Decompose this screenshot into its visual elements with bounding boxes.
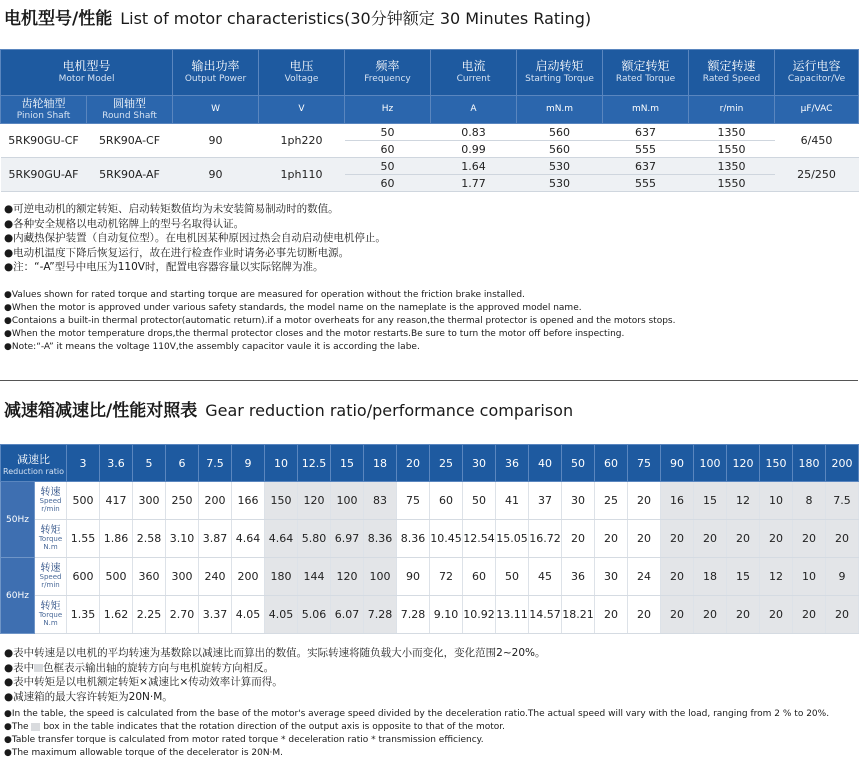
section2-title-cn: 减速箱减速比/性能对照表 bbox=[4, 401, 198, 421]
torque-value-50hz: 8.36 bbox=[364, 520, 397, 558]
header-rated-speed: 额定转速 Rated Speed bbox=[689, 50, 775, 96]
ratio-header-cell: 40 bbox=[529, 445, 562, 482]
section1-title-en: List of motor characteristics(30分钟额定 30 Minutes Rating) bbox=[120, 9, 592, 28]
speed-value-50hz: 83 bbox=[364, 482, 397, 520]
starting-torque: 530 bbox=[517, 175, 603, 192]
frequency: 50 bbox=[345, 124, 431, 141]
torque-value-50hz: 20 bbox=[793, 520, 826, 558]
speed-value-50hz: 300 bbox=[133, 482, 166, 520]
pinion-model: 5RK90GU-CF bbox=[1, 124, 87, 158]
section2-title-en: Gear reduction ratio/performance comparison bbox=[205, 401, 574, 420]
note-line: ●内藏热保护装置（自动复位型）。在电机因某种原因过热会自动启动使电机停止。 bbox=[4, 232, 386, 244]
speed-value-50hz: 37 bbox=[529, 482, 562, 520]
torque-value-50hz: 5.80 bbox=[298, 520, 331, 558]
note-line: ●可逆电动机的额定转矩、启动转矩数值均为未安装简易制动时的数值。 bbox=[4, 203, 339, 215]
ratio-header-cell: 10 bbox=[265, 445, 298, 482]
speed-value-60hz: 60 bbox=[463, 558, 496, 596]
torque-value-50hz: 16.72 bbox=[529, 520, 562, 558]
speed-label: 转速 Speed r/min bbox=[35, 482, 67, 520]
speed-value-60hz: 15 bbox=[727, 558, 760, 596]
torque-value-50hz: 20 bbox=[727, 520, 760, 558]
torque-value-50hz: 12.54 bbox=[463, 520, 496, 558]
header-frequency: 频率 Frequency bbox=[345, 50, 431, 96]
speed-value-50hz: 250 bbox=[166, 482, 199, 520]
table-row bbox=[1, 124, 859, 141]
subheader-round-shaft: 圆轴型 Round Shaft bbox=[87, 96, 173, 124]
speed-value-60hz: 120 bbox=[331, 558, 364, 596]
ratio-header-cell: 6 bbox=[166, 445, 199, 482]
note-line: ●When the motor temperature drops,the thermal protector closes and the motor restarts.Be sure to turn the motor off before inspecting. bbox=[4, 329, 625, 339]
torque-value-50hz: 1.86 bbox=[100, 520, 133, 558]
unit-current: A bbox=[431, 96, 517, 124]
torque-value-50hz: 20 bbox=[760, 520, 793, 558]
speed-value-60hz: 10 bbox=[793, 558, 826, 596]
speed-value-50hz: 150 bbox=[265, 482, 298, 520]
speed-value-50hz: 41 bbox=[496, 482, 529, 520]
unit-voltage: V bbox=[259, 96, 345, 124]
notes-gear-en bbox=[4, 708, 829, 760]
section2-title bbox=[4, 396, 573, 422]
torque-value-60hz: 20 bbox=[760, 596, 793, 634]
speed-value-50hz: 16 bbox=[661, 482, 694, 520]
ratio-header-cell: 12.5 bbox=[298, 445, 331, 482]
grey-box-swatch bbox=[34, 664, 43, 672]
voltage: 1ph110 bbox=[259, 158, 345, 192]
table-row bbox=[1, 482, 859, 520]
torque-value-50hz: 8.36 bbox=[397, 520, 430, 558]
torque-value-60hz: 14.57 bbox=[529, 596, 562, 634]
torque-value-50hz: 3.87 bbox=[199, 520, 232, 558]
frequency: 60 bbox=[345, 141, 431, 158]
speed-value-60hz: 240 bbox=[199, 558, 232, 596]
torque-value-60hz: 6.07 bbox=[331, 596, 364, 634]
speed-value-60hz: 144 bbox=[298, 558, 331, 596]
speed-value-60hz: 500 bbox=[100, 558, 133, 596]
ratio-header-cell: 25 bbox=[430, 445, 463, 482]
torque-value-60hz: 2.25 bbox=[133, 596, 166, 634]
torque-value-60hz: 20 bbox=[826, 596, 859, 634]
pinion-model: 5RK90GU-AF bbox=[1, 158, 87, 192]
note-line: ●Values shown for rated torque and starting torque are measured for operation without the friction brake installed. bbox=[4, 290, 525, 300]
note-line: ●Table transfer torque is calculated from motor rated torque * deceleration ratio * transmission efficiency. bbox=[4, 735, 484, 745]
torque-value-60hz: 7.28 bbox=[397, 596, 430, 634]
torque-value-60hz: 4.05 bbox=[232, 596, 265, 634]
hz-60-label: 60Hz bbox=[1, 558, 35, 634]
speed-value-60hz: 300 bbox=[166, 558, 199, 596]
speed-value-60hz: 90 bbox=[397, 558, 430, 596]
note-line: ●表中 色框表示输出轴的旋转方向与电机旋转方向相反。 bbox=[4, 661, 275, 674]
header-capacitor: 运行电容 Capacitor/Ve bbox=[775, 50, 859, 96]
rated-speed: 1350 bbox=[689, 124, 775, 141]
notes-motor-cn bbox=[4, 202, 386, 275]
torque-value-60hz: 20 bbox=[661, 596, 694, 634]
note-line: ●In the table, the speed is calculated from the base of the motor's average speed divided by the deceleration ratio.The actual speed will vary with the load, ranging from 2 % to 20%. bbox=[4, 709, 830, 719]
ratio-header-cell: 30 bbox=[463, 445, 496, 482]
starting-torque: 530 bbox=[517, 158, 603, 175]
ratio-header-cell: 75 bbox=[628, 445, 661, 482]
round-model: 5RK90A-AF bbox=[87, 158, 173, 192]
note-line: ●各种安全规格以电动机铭牌上的型号名取得认证。 bbox=[4, 217, 245, 230]
torque-value-60hz: 18.21 bbox=[562, 596, 595, 634]
ratio-header-cell: 7.5 bbox=[199, 445, 232, 482]
torque-value-60hz: 10.92 bbox=[463, 596, 496, 634]
speed-value-50hz: 12 bbox=[727, 482, 760, 520]
speed-label: 转速 Speed r/min bbox=[35, 558, 67, 596]
frequency: 60 bbox=[345, 175, 431, 192]
output-power: 90 bbox=[173, 158, 259, 192]
torque-value-60hz: 9.10 bbox=[430, 596, 463, 634]
speed-value-60hz: 18 bbox=[694, 558, 727, 596]
torque-value-60hz: 20 bbox=[595, 596, 628, 634]
capacitor: 6/450 bbox=[775, 124, 859, 158]
current: 1.77 bbox=[431, 175, 517, 192]
unit-rated-speed: r/min bbox=[689, 96, 775, 124]
note-line: ●注：“-A”型号中电压为110V时，配置电容器容量以实际铭牌为准。 bbox=[4, 261, 324, 273]
speed-value-60hz: 45 bbox=[529, 558, 562, 596]
note-line: ●The box in the table indicates that the rotation direction of the output axis is opposite to that of the motor. bbox=[4, 722, 505, 732]
torque-value-60hz: 2.70 bbox=[166, 596, 199, 634]
table-row bbox=[1, 158, 859, 175]
torque-value-60hz: 5.06 bbox=[298, 596, 331, 634]
section1-title bbox=[4, 4, 591, 30]
speed-value-60hz: 100 bbox=[364, 558, 397, 596]
speed-value-60hz: 30 bbox=[595, 558, 628, 596]
speed-value-50hz: 20 bbox=[628, 482, 661, 520]
speed-value-50hz: 120 bbox=[298, 482, 331, 520]
speed-value-50hz: 200 bbox=[199, 482, 232, 520]
torque-value-60hz: 20 bbox=[694, 596, 727, 634]
rated-speed: 1350 bbox=[689, 158, 775, 175]
torque-value-60hz: 3.37 bbox=[199, 596, 232, 634]
torque-value-50hz: 4.64 bbox=[265, 520, 298, 558]
header-voltage: 电压 Voltage bbox=[259, 50, 345, 96]
note-line: ●Contaions a built-in thermal protector(automatic return).if a motor overheats for any reason,the thermal protector is opened and the motors stops. bbox=[4, 316, 676, 326]
torque-value-60hz: 7.28 bbox=[364, 596, 397, 634]
speed-value-50hz: 15 bbox=[694, 482, 727, 520]
unit-power: W bbox=[173, 96, 259, 124]
speed-value-50hz: 50 bbox=[463, 482, 496, 520]
unit-rated-torque: mN.m bbox=[603, 96, 689, 124]
torque-value-50hz: 20 bbox=[694, 520, 727, 558]
torque-value-50hz: 20 bbox=[826, 520, 859, 558]
gear-ratio-table bbox=[0, 444, 859, 634]
note-line: ●电动机温度下降后恢复运行，故在进行检查作业时请务必事先切断电源。 bbox=[4, 246, 350, 259]
note-line: ●减速箱的最大容许转矩为20N·M。 bbox=[4, 690, 173, 703]
table-row bbox=[1, 596, 859, 634]
notes-motor-en bbox=[4, 289, 675, 354]
ratio-header-cell: 18 bbox=[364, 445, 397, 482]
torque-value-50hz: 3.10 bbox=[166, 520, 199, 558]
starting-torque: 560 bbox=[517, 124, 603, 141]
speed-value-50hz: 30 bbox=[562, 482, 595, 520]
ratio-header-cell: 5 bbox=[133, 445, 166, 482]
torque-value-50hz: 20 bbox=[595, 520, 628, 558]
speed-value-50hz: 417 bbox=[100, 482, 133, 520]
torque-value-50hz: 15.05 bbox=[496, 520, 529, 558]
header-output-power: 输出功率 Output Power bbox=[173, 50, 259, 96]
ratio-header-cell: 3 bbox=[67, 445, 100, 482]
header-motor-model: 电机型号 Motor Model bbox=[1, 50, 173, 96]
note-line: ●表中转速是以电机的平均转速为基数除以减速比而算出的数值。实际转速将随负载大小而变化，变化范围2~20%。 bbox=[4, 647, 546, 659]
torque-value-50hz: 1.55 bbox=[67, 520, 100, 558]
speed-value-50hz: 100 bbox=[331, 482, 364, 520]
grey-box-swatch bbox=[31, 723, 40, 731]
speed-value-60hz: 50 bbox=[496, 558, 529, 596]
speed-value-60hz: 72 bbox=[430, 558, 463, 596]
speed-value-50hz: 10 bbox=[760, 482, 793, 520]
note-line: ●表中转矩是以电机额定转矩×减速比×传动效率计算而得。 bbox=[4, 676, 283, 688]
current: 0.99 bbox=[431, 141, 517, 158]
ratio-header-cell: 150 bbox=[760, 445, 793, 482]
unit-frequency: Hz bbox=[345, 96, 431, 124]
hz-50-label: 50Hz bbox=[1, 482, 35, 558]
notes-gear-cn bbox=[4, 646, 545, 704]
speed-value-50hz: 60 bbox=[430, 482, 463, 520]
speed-value-50hz: 8 bbox=[793, 482, 826, 520]
torque-value-50hz: 4.64 bbox=[232, 520, 265, 558]
torque-value-50hz: 10.45 bbox=[430, 520, 463, 558]
torque-value-50hz: 2.58 bbox=[133, 520, 166, 558]
ratio-header-cell: 120 bbox=[727, 445, 760, 482]
rated-torque: 637 bbox=[603, 158, 689, 175]
speed-value-60hz: 24 bbox=[628, 558, 661, 596]
ratio-header-cell: 36 bbox=[496, 445, 529, 482]
speed-value-60hz: 360 bbox=[133, 558, 166, 596]
ratio-header-cell: 3.6 bbox=[100, 445, 133, 482]
subheader-pinion-shaft: 齿轮轴型 Pinion Shaft bbox=[1, 96, 87, 124]
frequency: 50 bbox=[345, 158, 431, 175]
rated-torque: 637 bbox=[603, 124, 689, 141]
torque-value-60hz: 1.35 bbox=[67, 596, 100, 634]
ratio-header-cell: 180 bbox=[793, 445, 826, 482]
current: 0.83 bbox=[431, 124, 517, 141]
torque-label: 转矩 Torque N.m bbox=[35, 596, 67, 634]
ratio-header-cell: 60 bbox=[595, 445, 628, 482]
ratio-header-cell: 90 bbox=[661, 445, 694, 482]
torque-value-60hz: 20 bbox=[628, 596, 661, 634]
ratio-header-cell: 20 bbox=[397, 445, 430, 482]
section-divider bbox=[0, 380, 858, 381]
ratio-header-cell: 50 bbox=[562, 445, 595, 482]
ratio-header-cell: 200 bbox=[826, 445, 859, 482]
speed-value-50hz: 166 bbox=[232, 482, 265, 520]
section1-title-cn: 电机型号/性能 bbox=[4, 9, 113, 29]
torque-value-60hz: 20 bbox=[727, 596, 760, 634]
round-model: 5RK90A-CF bbox=[87, 124, 173, 158]
note-line: ●The maximum allowable torque of the decelerator is 20N·M. bbox=[4, 748, 284, 758]
note-line: ●When the motor is approved under various safety standards, the model name on the nameplate is the approved model name. bbox=[4, 303, 582, 313]
speed-value-50hz: 25 bbox=[595, 482, 628, 520]
output-power: 90 bbox=[173, 124, 259, 158]
header-rated-torque: 额定转矩 Rated Torque bbox=[603, 50, 689, 96]
capacitor: 25/250 bbox=[775, 158, 859, 192]
table-row bbox=[1, 558, 859, 596]
header-reduction-ratio: 减速比 Reduction ratio bbox=[1, 445, 67, 482]
rated-speed: 1550 bbox=[689, 141, 775, 158]
voltage: 1ph220 bbox=[259, 124, 345, 158]
torque-value-60hz: 20 bbox=[793, 596, 826, 634]
torque-value-60hz: 13.11 bbox=[496, 596, 529, 634]
motor-characteristics-table bbox=[0, 49, 859, 192]
speed-value-60hz: 180 bbox=[265, 558, 298, 596]
speed-value-60hz: 20 bbox=[661, 558, 694, 596]
note-line: ●Note:“-A” it means the voltage 110V,the assembly capacitor vaule it is according the labe. bbox=[4, 342, 420, 352]
rated-speed: 1550 bbox=[689, 175, 775, 192]
speed-value-60hz: 600 bbox=[67, 558, 100, 596]
header-starting-torque: 启动转矩 Starting Torque bbox=[517, 50, 603, 96]
unit-starting-torque: mN.m bbox=[517, 96, 603, 124]
speed-value-60hz: 200 bbox=[232, 558, 265, 596]
torque-value-50hz: 20 bbox=[661, 520, 694, 558]
speed-value-60hz: 12 bbox=[760, 558, 793, 596]
rated-torque: 555 bbox=[603, 175, 689, 192]
header-current: 电流 Current bbox=[431, 50, 517, 96]
current: 1.64 bbox=[431, 158, 517, 175]
table-row bbox=[1, 520, 859, 558]
torque-label: 转矩 Torque N.m bbox=[35, 520, 67, 558]
speed-value-50hz: 75 bbox=[397, 482, 430, 520]
rated-torque: 555 bbox=[603, 141, 689, 158]
speed-value-50hz: 500 bbox=[67, 482, 100, 520]
unit-capacitor: μF/VAC bbox=[775, 96, 859, 124]
torque-value-60hz: 1.62 bbox=[100, 596, 133, 634]
torque-value-60hz: 4.05 bbox=[265, 596, 298, 634]
ratio-header-cell: 100 bbox=[694, 445, 727, 482]
starting-torque: 560 bbox=[517, 141, 603, 158]
ratio-header-cell: 15 bbox=[331, 445, 364, 482]
torque-value-50hz: 20 bbox=[628, 520, 661, 558]
speed-value-60hz: 9 bbox=[826, 558, 859, 596]
ratio-header-cell: 9 bbox=[232, 445, 265, 482]
torque-value-50hz: 6.97 bbox=[331, 520, 364, 558]
speed-value-60hz: 36 bbox=[562, 558, 595, 596]
speed-value-50hz: 7.5 bbox=[826, 482, 859, 520]
torque-value-50hz: 20 bbox=[562, 520, 595, 558]
